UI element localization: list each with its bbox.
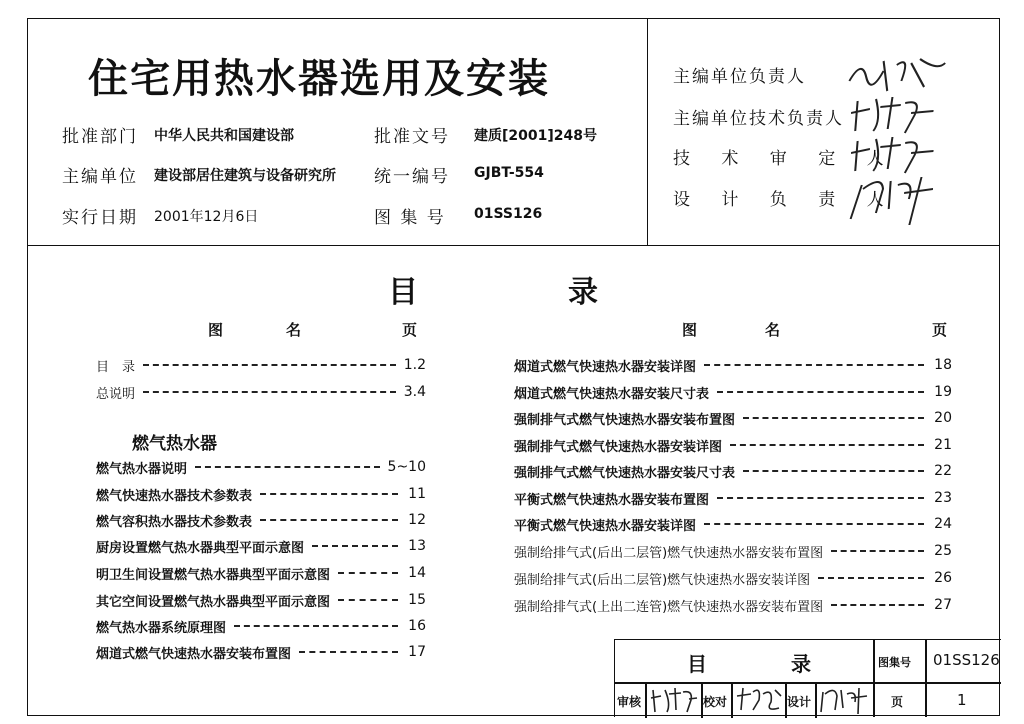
left-col-header-name: 名 — [286, 321, 302, 339]
review-signature — [649, 684, 699, 720]
toc-row-title: 烟道式燃气快速热水器安装尺寸表 — [514, 386, 710, 402]
toc-row-page: 23 — [934, 490, 952, 506]
toc-row[interactable] — [96, 535, 426, 557]
toc-row[interactable] — [514, 513, 952, 535]
toc-heading-left: 目 — [388, 275, 418, 310]
toc-row-page: 19 — [934, 384, 952, 400]
toc-row-page: 15 — [408, 592, 426, 608]
toc-row-title: 厨房设置燃气热水器典型平面示意图 — [96, 540, 305, 556]
editor-unit-value: 建设部居住建筑与设备研究所 — [154, 168, 336, 184]
toc-row[interactable] — [514, 381, 952, 403]
toc-row-title: 强制给排气式(后出二层管)燃气快速热水器安装详图 — [514, 572, 811, 588]
page-number: 1 — [957, 691, 967, 709]
toc-row[interactable] — [96, 354, 426, 376]
toc-row-title: 平衡式燃气快速热水器安装详图 — [514, 518, 697, 534]
toc-row[interactable] — [96, 589, 426, 611]
toc-row-title: 燃气容积热水器技术参数表 — [96, 514, 253, 530]
leader-dots — [260, 493, 398, 495]
leader-dots — [312, 545, 398, 547]
toc-row-page: 13 — [408, 538, 426, 554]
title-block — [614, 639, 1001, 717]
section-title: 燃气热水器 — [132, 434, 217, 454]
leader-dots — [234, 625, 398, 627]
approval-dept-label: 批准部门 — [62, 127, 138, 147]
unified-number-value: GJBT-554 — [474, 165, 544, 181]
leader-dots — [260, 519, 398, 521]
toc-row-title: 强制排气式燃气快速热水器安装详图 — [514, 439, 723, 455]
right-col-header-page: 页 — [932, 321, 948, 339]
check-signature — [735, 684, 785, 720]
left-col-header-fig: 图 — [208, 321, 224, 339]
toc-row-page: 14 — [408, 565, 426, 581]
toc-row[interactable] — [96, 381, 426, 403]
title-block-vline — [815, 682, 817, 718]
title-block-name-left: 目 — [687, 652, 707, 676]
leader-dots — [831, 604, 924, 606]
toc-row-page: 17 — [408, 644, 426, 660]
toc-row[interactable] — [514, 460, 952, 482]
toc-row-title: 明卫生间设置燃气热水器典型平面示意图 — [96, 567, 331, 583]
toc-row[interactable] — [514, 407, 952, 429]
toc-row-title: 强制给排气式(后出二层管)燃气快速热水器安装布置图 — [514, 545, 824, 561]
toc-row-page: 5~10 — [387, 459, 426, 475]
leader-dots — [704, 523, 924, 525]
approval-dept-value: 中华人民共和国建设部 — [154, 128, 294, 144]
toc-row-page: 20 — [934, 410, 952, 426]
approval-doc-value: 建质[2001]248号 — [474, 128, 597, 144]
atlas-title: 住宅用热水器选用及安装 — [88, 55, 550, 102]
leader-dots — [143, 391, 396, 393]
toc-row[interactable] — [514, 567, 952, 589]
leader-dots — [831, 550, 924, 552]
design-signature — [819, 684, 871, 720]
role-tech-head-label: 主编单位技术负责人 — [673, 109, 844, 129]
effective-date-value: 2001年12月6日 — [154, 209, 259, 225]
toc-heading-right: 录 — [568, 275, 598, 310]
leader-dots — [704, 364, 924, 366]
toc-row[interactable] — [514, 434, 952, 456]
toc-row[interactable] — [514, 354, 952, 376]
toc-row-title: 烟道式燃气快速热水器安装详图 — [514, 359, 697, 375]
leader-dots — [338, 572, 398, 574]
toc-row-page: 21 — [934, 437, 952, 453]
toc-row-title: 强制给排气式(上出二连管)燃气快速热水器安装布置图 — [514, 599, 824, 615]
toc-row-title: 强制排气式燃气快速热水器安装布置图 — [514, 412, 736, 428]
toc-row-page: 27 — [934, 597, 952, 613]
header-divider — [28, 245, 999, 246]
toc-row[interactable] — [514, 540, 952, 562]
toc-row-title: 其它空间设置燃气热水器典型平面示意图 — [96, 594, 331, 610]
header-vertical-divider — [647, 19, 648, 245]
toc-row-title: 烟道式燃气快速热水器安装布置图 — [96, 646, 292, 662]
leader-dots — [143, 364, 396, 366]
toc-row-title: 强制排气式燃气快速热水器安装尺寸表 — [514, 465, 736, 481]
toc-row-page: 26 — [934, 570, 952, 586]
role-chief-unit-label: 主编单位负责人 — [673, 67, 806, 87]
toc-row-title: 总说明 — [96, 386, 136, 402]
toc-row-page: 12 — [408, 512, 426, 528]
title-block-vline — [731, 682, 733, 718]
title-block-name-right: 录 — [791, 652, 811, 676]
page-label: 页 — [891, 695, 904, 709]
toc-row-page: 1.2 — [403, 357, 426, 373]
leader-dots — [195, 466, 380, 468]
atlas-number-label: 图 集 号 — [374, 208, 446, 228]
leader-dots — [717, 391, 924, 393]
toc-row-title: 平衡式燃气快速热水器安装布置图 — [514, 492, 710, 508]
check-label: 校对 — [703, 695, 728, 709]
effective-date-label: 实行日期 — [62, 208, 138, 228]
leader-dots — [743, 470, 924, 472]
toc-row-page: 24 — [934, 516, 952, 532]
toc-row-page: 16 — [408, 618, 426, 634]
toc-row[interactable] — [96, 456, 426, 478]
toc-row-page: 11 — [408, 486, 426, 502]
toc-row[interactable] — [96, 483, 426, 505]
editor-unit-label: 主编单位 — [62, 167, 138, 187]
role-tech-review-label: 技 术 审 定 人 — [673, 149, 897, 169]
toc-row[interactable] — [96, 509, 426, 531]
leader-dots — [818, 577, 924, 579]
leader-dots — [730, 444, 924, 446]
role-design-head-signature — [843, 169, 947, 237]
title-block-atlas-no: 01SS126 — [933, 651, 1000, 669]
toc-row-title: 燃气热水器系统原理图 — [96, 620, 227, 636]
toc-row[interactable] — [514, 487, 952, 509]
toc-row-title: 燃气快速热水器技术参数表 — [96, 488, 253, 504]
toc-row[interactable] — [514, 594, 952, 616]
right-col-header-name: 名 — [765, 321, 781, 339]
toc-row-page: 25 — [934, 543, 952, 559]
leader-dots — [299, 651, 398, 653]
toc-row-page: 3.4 — [403, 384, 426, 400]
toc-row-page: 22 — [934, 463, 952, 479]
toc-row-title: 目 录 — [96, 359, 136, 375]
title-block-atlas-label: 图集号 — [878, 656, 911, 669]
drawing-frame — [27, 18, 1000, 716]
title-block-vline — [873, 640, 875, 717]
atlas-number-value: 01SS126 — [474, 206, 543, 222]
title-block-vline — [925, 640, 927, 717]
leader-dots — [338, 599, 398, 601]
design-label: 设计 — [787, 695, 812, 709]
right-col-header-fig: 图 — [682, 321, 698, 339]
toc-row-page: 18 — [934, 357, 952, 373]
toc-row-title: 燃气热水器说明 — [96, 461, 188, 477]
toc-row[interactable] — [96, 615, 426, 637]
review-label: 审核 — [617, 695, 642, 709]
approval-doc-label: 批准文号 — [374, 127, 450, 147]
unified-number-label: 统一编号 — [374, 167, 450, 187]
left-col-header-page: 页 — [402, 321, 418, 339]
leader-dots — [743, 417, 924, 419]
title-block-vline — [645, 682, 647, 718]
leader-dots — [717, 497, 924, 499]
toc-row[interactable] — [96, 641, 426, 663]
role-design-head-label: 设 计 负 责 人 — [673, 190, 897, 210]
toc-row[interactable] — [96, 562, 426, 584]
